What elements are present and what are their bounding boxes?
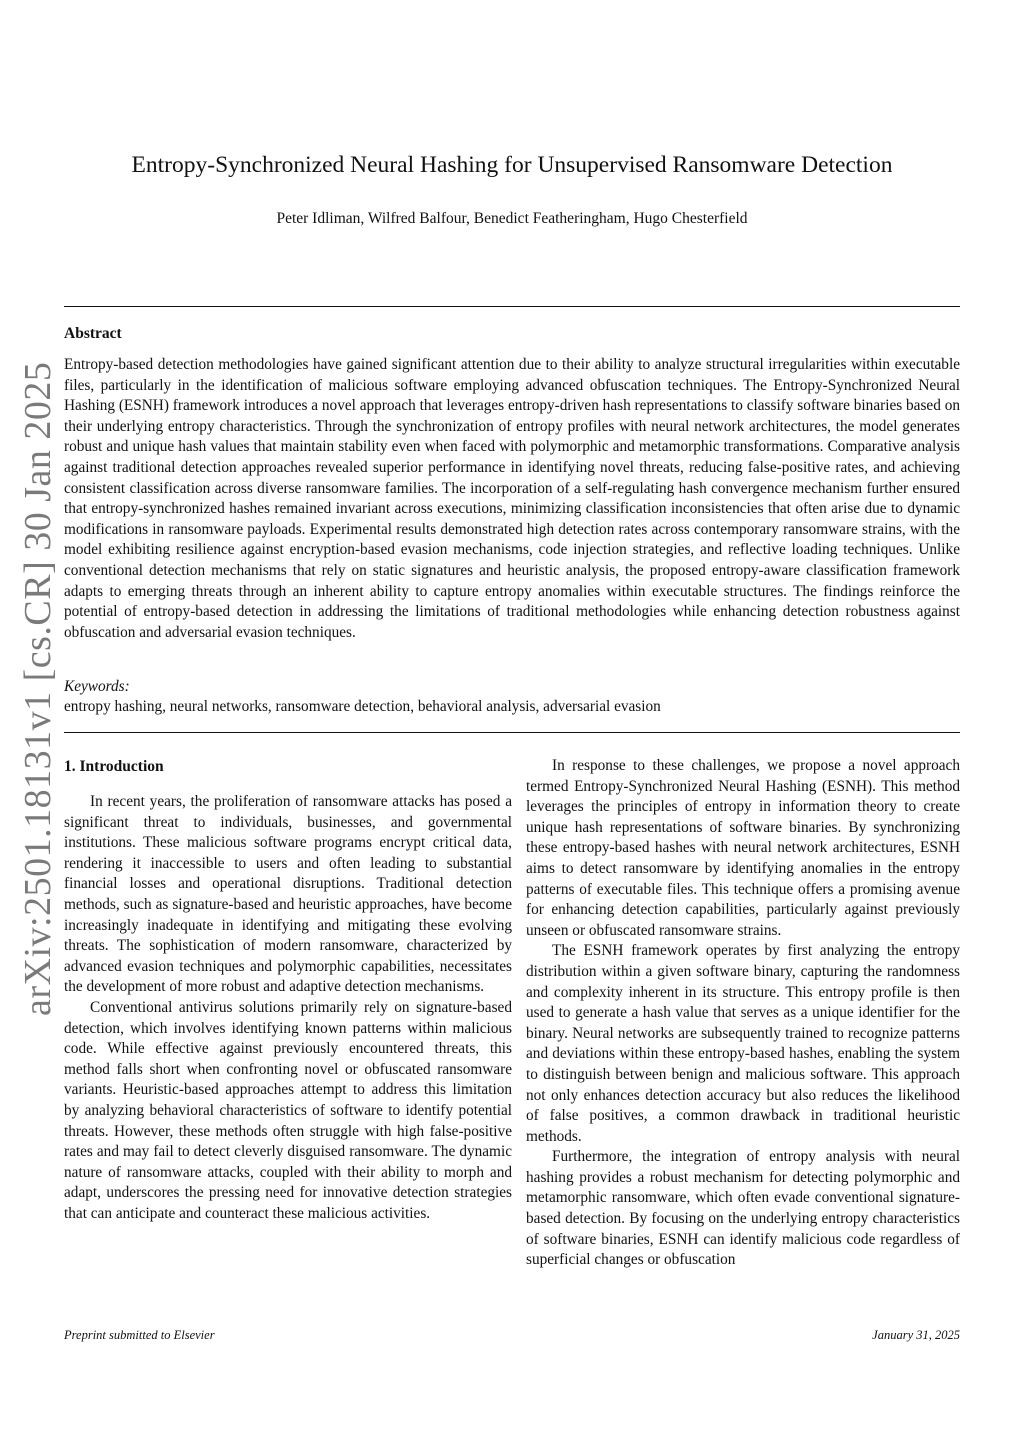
top-divider — [64, 306, 960, 307]
abstract-bottom-divider — [64, 732, 960, 733]
paragraph: Furthermore, the integration of entropy analysis with neural hashing provides a robust mechanism for detecting polymorphic and metamorphic ransomware, which often evade conventional signature-based detection. By focusing on the underlying entropy characteristics of software binaries, ESNH can identify malicious code regardless of superficial changes or obfuscation — [526, 1148, 960, 1269]
paragraph: Conventional antivirus solutions primarily rely on signature-based detection, which involves identifying known patterns within malicious code. While effective against previously encountered threats, this method falls short when confronting novel or obfuscated ransomware variants. Heuristic-based approaches attempt to address this limitation by analyzing behavioral characteristics of software to identify potential threats. However, these methods often struggle with high false-positive rates and may fail to detect cleverly disguised ransomware. The dynamic nature of ransomware attacks, coupled with their ability to morph and adapt, underscores the pressing need for innovative detection strategies that can anticipate and counteract these malicious activities. — [64, 998, 512, 1222]
paper-title: Entropy-Synchronized Neural Hashing for Unsupervised Ransomware Detection — [131, 152, 893, 178]
footer-date: January 31, 2025 — [872, 1328, 960, 1342]
arxiv-identifier: arXiv:2501.18131v1 [cs.CR] 30 Jan 2025 — [17, 361, 59, 1016]
footer-preprint-note: Preprint submitted to Elsevier — [64, 1328, 215, 1342]
right-column — [526, 756, 960, 1271]
paragraph: In response to these challenges, we propose a novel approach termed Entropy-Synchronized Neural Hashing (ESNH). This method leverages the principles of entropy in information theory to create unique hash representations of software binaries. By synchronizing these entropy-based hashes with neural network architectures, ESNH aims to detect ransomware by identifying anomalies in the entropy patterns of executable files. This technique offers a promising avenue for enhancing detection capabilities, particularly against previously unseen or obfuscated ransomware strains. — [526, 757, 960, 939]
keywords-label: Keywords: — [64, 678, 130, 695]
abstract-text: Entropy-based detection methodologies have gained significant attention due to their ability to analyze structural irregularities within executable files, particularly in the identification of malicious software employing advanced obfuscation techniques. The Entropy-Synchronized Neural Hashing (ESNH) framework introduces a novel approach that leverages entropy-driven hash representations to classify software binaries based on their underlying entropy characteristics. Through the synchronization of entropy profiles with neural network architectures, the model generates robust and unique hash values that maintain stability even when faced with polymorphic and metamorphic transformations. Comparative analysis against traditional detection approaches revealed superior performance in identifying novel threats, reducing false-positive rates, and achieving consistent classification across diverse ransomware families. The incorporation of a self-regulating hash convergence mechanism further ensured that entropy-synchronized hashes remained invariant across executions, minimizing classification inconsistencies that often arise due to dynamic modifications in ransomware payloads. Experimental results demonstrated high detection rates across contemporary ransomware strains, with the model exhibiting resilience against encryption-based evasion mechanisms, code injection strategies, and reflective loading techniques. Unlike conventional detection mechanisms that rely on static signatures and heuristic analysis, the proposed entropy-aware classification framework adapts to emerging threats through an inherent ability to capture entropy anomalies within executable structures. The findings reinforce the potential of entropy-based detection in addressing the limitations of traditional methodologies while enhancing detection robustness against obfuscation and adversarial evasion techniques. — [64, 356, 960, 641]
section-heading-introduction: 1. Introduction — [64, 758, 164, 775]
paragraph: In recent years, the proliferation of ransomware attacks has posed a significant threat to individuals, businesses, and governmental institutions. These malicious software programs encrypt critical data, rendering it inaccessible to users and often leading to substantial financial losses and operational disruptions. Traditional detection methods, such as signature-based and heuristic approaches, have become increasingly inadequate in identifying and mitigating these evolving threats. The sophistication of modern ransomware, characterized by advanced evasion techniques and polymorphic capabilities, necessitates the development of more robust and adaptive detection mechanisms. — [64, 793, 512, 996]
paragraph: The ESNH framework operates by first analyzing the entropy distribution within a given software binary, capturing the randomness and complexity inherent in its structure. This entropy profile is then used to generate a hash value that serves as a unique identifier for the binary. Neural networks are subsequently trained to recognize patterns and deviations within these entropy-based hashes, enabling the system to distinguish between benign and malicious software. This approach not only enhances detection accuracy but also reduces the likelihood of false positives, a common drawback in traditional heuristic methods. — [526, 942, 960, 1145]
abstract-heading: Abstract — [64, 325, 122, 342]
left-column — [64, 756, 512, 1224]
author-list: Peter Idliman, Wilfred Balfour, Benedict Featheringham, Hugo Chesterfield — [276, 210, 748, 227]
keywords-text: entropy hashing, neural networks, ransomware detection, behavioral analysis, adversarial evasion — [64, 698, 661, 715]
